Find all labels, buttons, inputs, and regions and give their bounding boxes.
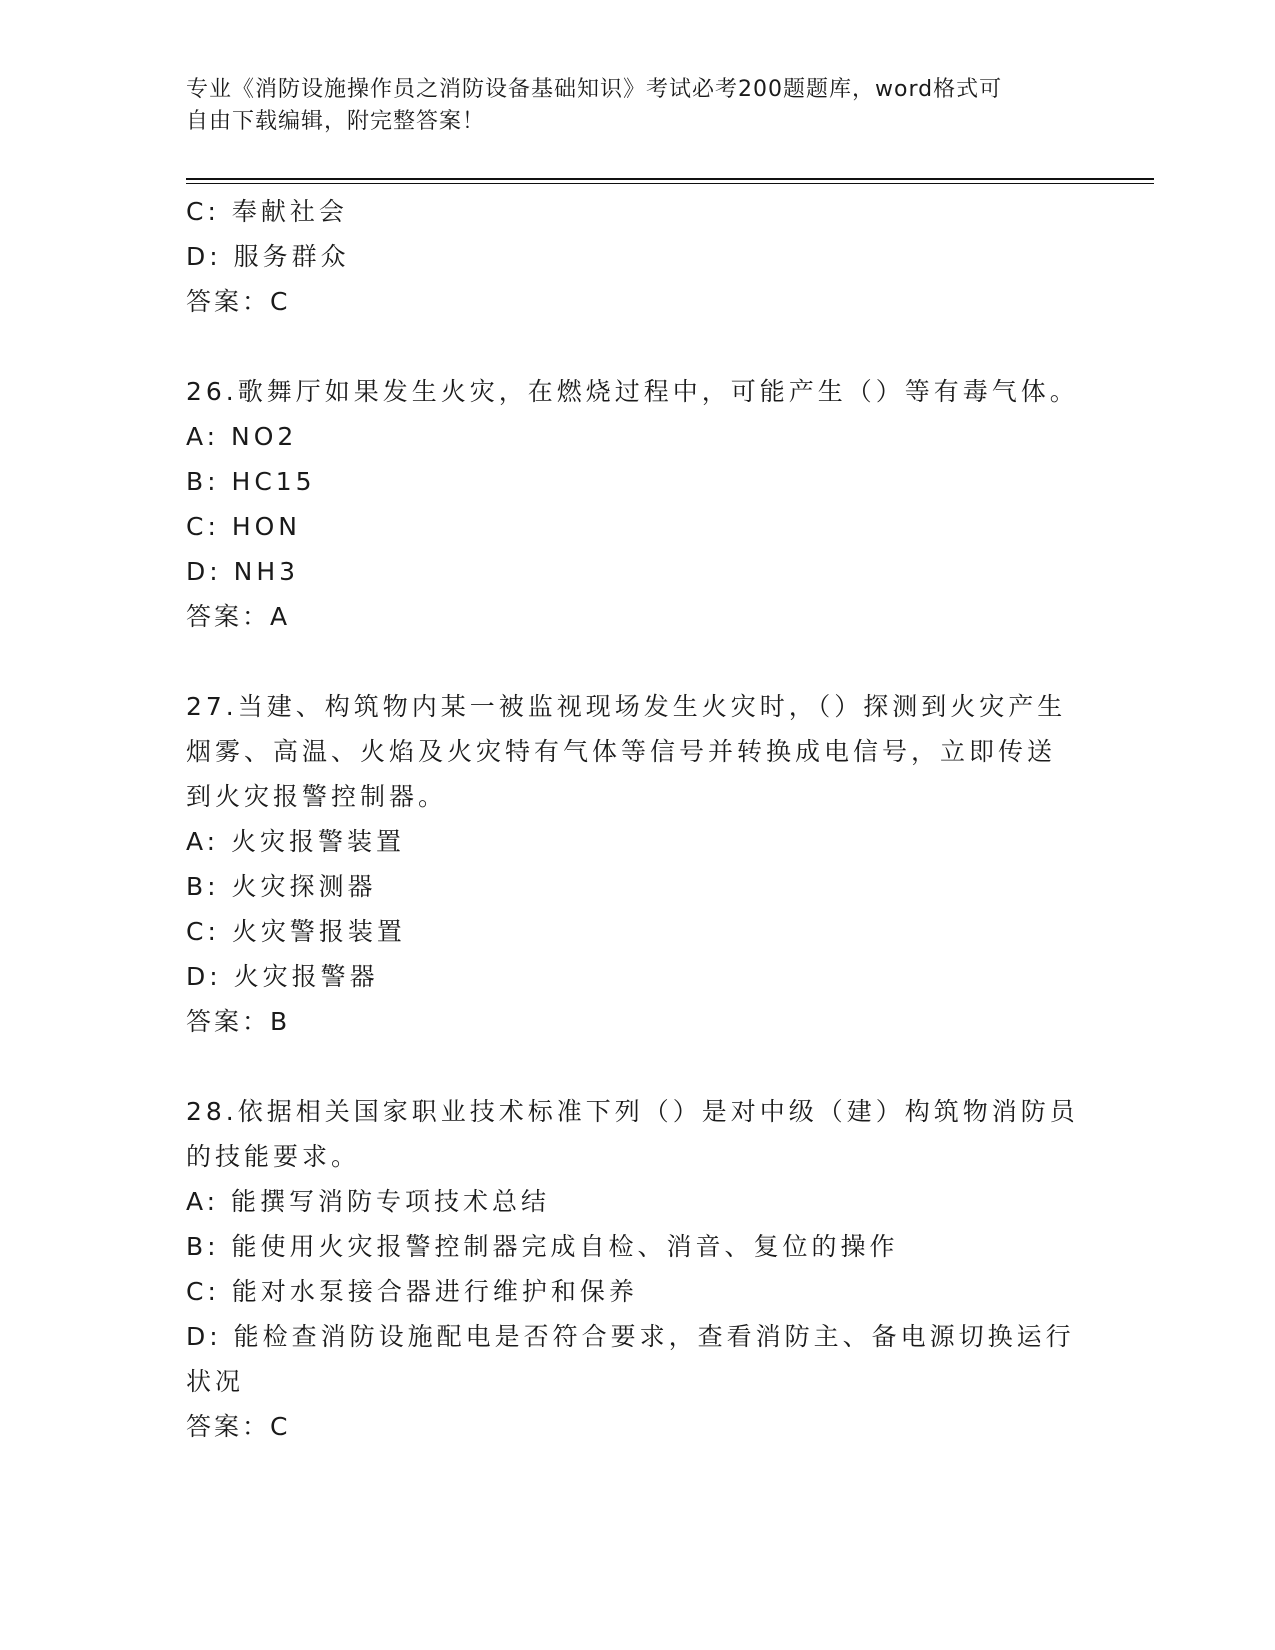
option-c: C: 能对水泵接合器进行维护和保养: [186, 1277, 638, 1306]
header-line-2: 自由下载编辑，附完整答案！: [186, 109, 486, 134]
header-divider: [186, 178, 1154, 180]
question-stem-line-2: 烟雾、高温、火焰及火灾特有气体等信号并转换成电信号，立即传送: [186, 737, 1057, 766]
question-stem-line-1: 27.当建、构筑物内某一被监视现场发生火灾时，（）探测到火灾产生: [186, 692, 1067, 721]
question-26: [186, 369, 1086, 639]
document-body: [186, 189, 1086, 1449]
header-divider-thin: [186, 183, 1154, 184]
answer-line: 答案：C: [186, 1412, 291, 1441]
question-stem-line-2: 的技能要求。: [186, 1142, 361, 1171]
question-27: [186, 684, 1086, 1044]
option-a: A: NO2: [186, 422, 298, 451]
option-d-continuation: 状况: [186, 1367, 245, 1396]
option-b: B: 能使用火灾报警控制器完成自检、消音、复位的操作: [186, 1232, 899, 1261]
option-d: D: NH3: [186, 557, 300, 586]
option-c: C: HON: [186, 512, 302, 541]
option-d: D: 能检查消防设施配电是否符合要求，查看消防主、备电源切换运行: [186, 1322, 1075, 1351]
answer-line: 答案：B: [186, 1007, 291, 1036]
option-c: C: 火灾警报装置: [186, 917, 406, 946]
question-stem-line-3: 到火灾报警控制器。: [186, 782, 448, 811]
option-d: D: 火灾报警器: [186, 962, 379, 991]
option-a: A: 火灾报警装置: [186, 827, 406, 856]
partial-question: [186, 189, 1086, 324]
option-d: D: 服务群众: [186, 242, 350, 271]
question-stem: 26.歌舞厅如果发生火灾，在燃烧过程中，可能产生（）等有毒气体。: [186, 377, 1079, 406]
option-b: B: 火灾探测器: [186, 872, 377, 901]
question-28: [186, 1089, 1086, 1449]
header-line-1: 专业《消防设施操作员之消防设备基础知识》考试必考200题题库，word格式可: [186, 77, 1003, 102]
answer-line: 答案：C: [186, 287, 291, 316]
answer-line: 答案：A: [186, 602, 291, 631]
option-a: A: 能撰写消防专项技术总结: [186, 1187, 551, 1216]
question-stem-line-1: 28.依据相关国家职业技术标准下列（）是对中级（建）构筑物消防员: [186, 1097, 1079, 1126]
page-header: [186, 74, 1086, 138]
option-b: B: HC15: [186, 467, 316, 496]
option-c: C: 奉献社会: [186, 197, 348, 226]
